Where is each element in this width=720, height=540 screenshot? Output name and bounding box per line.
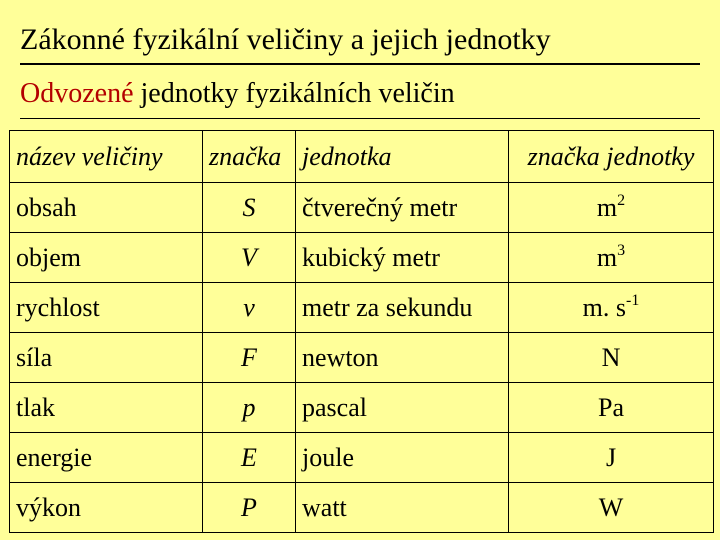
unit-name: čtverečný metr <box>296 183 509 233</box>
header-symbol: značka <box>203 131 296 183</box>
subtitle-highlight: Odvozené <box>20 78 134 109</box>
subtitle-divider <box>20 118 700 119</box>
unit-name: watt <box>296 483 509 533</box>
unit-symbol: Pa <box>509 383 714 433</box>
table-row <box>10 383 714 433</box>
table-row <box>10 483 714 533</box>
table-header-row <box>10 131 714 183</box>
table-row <box>10 333 714 383</box>
quantity-name: síla <box>10 333 203 383</box>
table-row <box>10 233 714 283</box>
quantity-symbol: P <box>203 483 296 533</box>
table-row <box>10 433 714 483</box>
unit-name: newton <box>296 333 509 383</box>
quantity-name: energie <box>10 433 203 483</box>
unit-symbol: $m^2$ <box>509 183 714 233</box>
unit-symbol: J <box>509 433 714 483</box>
quantity-symbol: v <box>203 283 296 333</box>
quantity-symbol: F <box>203 333 296 383</box>
quantity-symbol: S <box>203 183 296 233</box>
table-row <box>10 183 714 233</box>
table-row <box>10 283 714 333</box>
quantity-name: objem <box>10 233 203 283</box>
quantity-name: obsah <box>10 183 203 233</box>
subtitle-rest: jednotky fyzikálních veličin <box>133 78 455 109</box>
unit-name: pascal <box>296 383 509 433</box>
subtitle <box>20 76 455 112</box>
header-unit-symbol: značka jednotky <box>509 131 714 183</box>
page-title: Zákonné fyzikální veličiny a jejich jednotky <box>20 23 551 56</box>
quantity-name: výkon <box>10 483 203 533</box>
unit-symbol: m. $s^{-1}$ <box>509 283 714 333</box>
unit-name: joule <box>296 433 509 483</box>
unit-name: kubický metr <box>296 233 509 283</box>
header-quantity-name: název veličiny <box>10 131 203 183</box>
unit-symbol: W <box>509 483 714 533</box>
title-divider <box>20 63 700 65</box>
quantity-symbol: p <box>203 383 296 433</box>
quantity-name: rychlost <box>10 283 203 333</box>
unit-symbol: $m^3$ <box>509 233 714 283</box>
quantity-symbol: E <box>203 433 296 483</box>
unit-name: metr za sekundu <box>296 283 509 333</box>
unit-symbol: N <box>509 333 714 383</box>
header-unit: jednotka <box>296 131 509 183</box>
quantity-name: tlak <box>10 383 203 433</box>
units-table <box>9 130 714 533</box>
quantity-symbol: V <box>203 233 296 283</box>
